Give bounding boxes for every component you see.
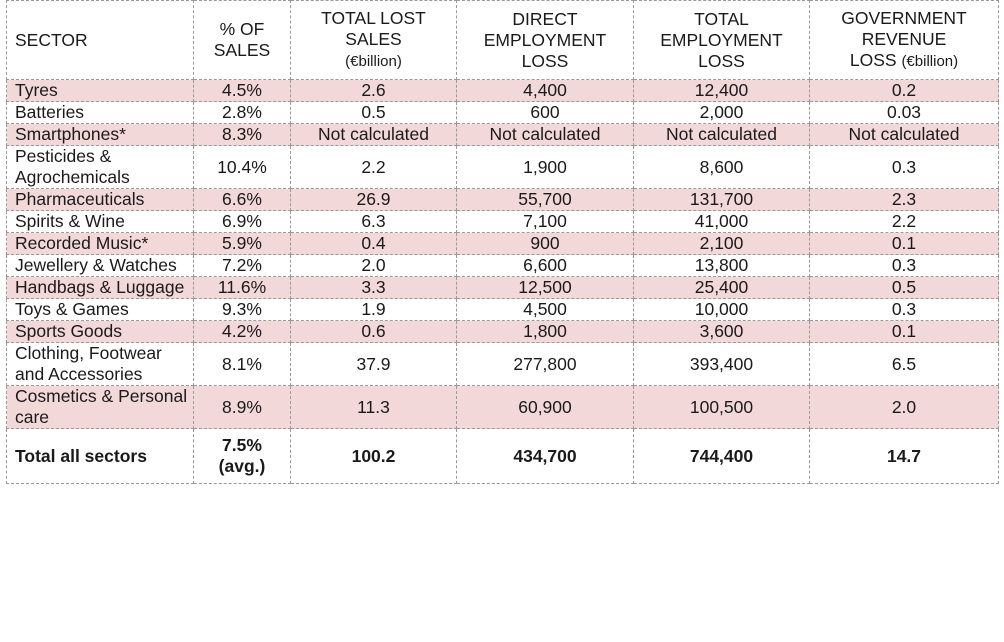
sector-cell: Clothing, Footwear and Accessories	[7, 343, 194, 386]
lost-sales-cell: 2.0	[291, 255, 457, 277]
header-total-employment-loss: TOTAL EMPLOYMENT LOSS	[634, 1, 810, 80]
sector-cell: Pesticides & Agrochemicals	[7, 146, 194, 189]
direct-employment-loss-cell: 4,500	[457, 299, 634, 321]
lost-sales-cell: 11.3	[291, 386, 457, 429]
lost-sales-cell: 0.6	[291, 321, 457, 343]
lost-sales-cell: 26.9	[291, 189, 457, 211]
percent-of-sales-cell: 8.1%	[194, 343, 291, 386]
total-employment-loss-cell: 131,700	[634, 189, 810, 211]
table-row	[7, 80, 999, 102]
government-revenue-loss-cell: 0.3	[810, 255, 999, 277]
table-row	[7, 386, 999, 429]
header-percent-of-sales: % OF SALES	[194, 1, 291, 80]
table-row	[7, 255, 999, 277]
government-revenue-loss-cell: Not calculated	[810, 124, 999, 146]
percent-of-sales-cell: 11.6%	[194, 277, 291, 299]
total-employment-loss-cell: 2,000	[634, 102, 810, 124]
direct-employment-loss-cell: 434,700	[457, 429, 634, 484]
percent-of-sales-cell: 7.5% (avg.)	[194, 429, 291, 484]
total-employment-loss-cell: 13,800	[634, 255, 810, 277]
sector-cell: Tyres	[7, 80, 194, 102]
total-employment-loss-cell: 25,400	[634, 277, 810, 299]
table-row	[7, 211, 999, 233]
header-total-lost-sales: TOTAL LOST SALES (€billion)	[291, 1, 457, 80]
government-revenue-loss-cell: 0.1	[810, 233, 999, 255]
direct-employment-loss-cell: 1,900	[457, 146, 634, 189]
sector-cell: Handbags & Luggage	[7, 277, 194, 299]
percent-of-sales-cell: 5.9%	[194, 233, 291, 255]
lost-sales-cell: 1.9	[291, 299, 457, 321]
total-employment-loss-cell: 3,600	[634, 321, 810, 343]
government-revenue-loss-cell: 0.3	[810, 146, 999, 189]
sector-cell: Jewellery & Watches	[7, 255, 194, 277]
lost-sales-cell: 2.2	[291, 146, 457, 189]
sector-cell: Spirits & Wine	[7, 211, 194, 233]
government-revenue-loss-cell: 14.7	[810, 429, 999, 484]
percent-of-sales-cell: 8.3%	[194, 124, 291, 146]
direct-employment-loss-cell: 600	[457, 102, 634, 124]
government-revenue-loss-cell: 2.0	[810, 386, 999, 429]
table-row	[7, 277, 999, 299]
government-revenue-loss-cell: 2.2	[810, 211, 999, 233]
percent-of-sales-cell: 6.6%	[194, 189, 291, 211]
percent-of-sales-cell: 9.3%	[194, 299, 291, 321]
sector-cell: Batteries	[7, 102, 194, 124]
sector-cell: Recorded Music*	[7, 233, 194, 255]
lost-sales-cell: 0.4	[291, 233, 457, 255]
direct-employment-loss-cell: 1,800	[457, 321, 634, 343]
total-employment-loss-cell: 8,600	[634, 146, 810, 189]
government-revenue-loss-cell: 0.2	[810, 80, 999, 102]
direct-employment-loss-cell: 55,700	[457, 189, 634, 211]
table-row	[7, 102, 999, 124]
total-employment-loss-cell: 12,400	[634, 80, 810, 102]
total-employment-loss-cell: 100,500	[634, 386, 810, 429]
government-revenue-loss-cell: 0.5	[810, 277, 999, 299]
sector-loss-table	[6, 0, 999, 484]
total-employment-loss-cell: 10,000	[634, 299, 810, 321]
total-employment-loss-cell: Not calculated	[634, 124, 810, 146]
percent-of-sales-cell: 4.5%	[194, 80, 291, 102]
direct-employment-loss-cell: 7,100	[457, 211, 634, 233]
government-revenue-loss-cell: 0.3	[810, 299, 999, 321]
government-revenue-loss-cell: 0.1	[810, 321, 999, 343]
percent-of-sales-cell: 2.8%	[194, 102, 291, 124]
direct-employment-loss-cell: 6,600	[457, 255, 634, 277]
header-row	[7, 1, 999, 80]
direct-employment-loss-cell: 60,900	[457, 386, 634, 429]
direct-employment-loss-cell: 277,800	[457, 343, 634, 386]
percent-of-sales-cell: 6.9%	[194, 211, 291, 233]
total-employment-loss-cell: 2,100	[634, 233, 810, 255]
percent-of-sales-cell: 4.2%	[194, 321, 291, 343]
direct-employment-loss-cell: 900	[457, 233, 634, 255]
table-row	[7, 299, 999, 321]
percent-of-sales-cell: 8.9%	[194, 386, 291, 429]
table-row	[7, 124, 999, 146]
header-direct-employment-loss: DIRECT EMPLOYMENT LOSS	[457, 1, 634, 80]
government-revenue-loss-cell: 2.3	[810, 189, 999, 211]
lost-sales-cell: 3.3	[291, 277, 457, 299]
sector-cell: Toys & Games	[7, 299, 194, 321]
header-sector: SECTOR	[7, 1, 194, 80]
percent-of-sales-cell: 7.2%	[194, 255, 291, 277]
total-employment-loss-cell: 393,400	[634, 343, 810, 386]
sector-cell: Smartphones*	[7, 124, 194, 146]
lost-sales-cell: 6.3	[291, 211, 457, 233]
lost-sales-cell: 2.6	[291, 80, 457, 102]
table-row	[7, 233, 999, 255]
percent-of-sales-cell: 10.4%	[194, 146, 291, 189]
sector-cell: Pharmaceuticals	[7, 189, 194, 211]
sector-cell: Total all sectors	[7, 429, 194, 484]
lost-sales-cell: 37.9	[291, 343, 457, 386]
sector-cell: Sports Goods	[7, 321, 194, 343]
sector-cell: Cosmetics & Personal care	[7, 386, 194, 429]
header-government-revenue-loss: GOVERNMENT REVENUE LOSS (€billion)	[810, 1, 999, 80]
lost-sales-cell: Not calculated	[291, 124, 457, 146]
direct-employment-loss-cell: 12,500	[457, 277, 634, 299]
government-revenue-loss-cell: 6.5	[810, 343, 999, 386]
table-row	[7, 189, 999, 211]
total-row	[7, 429, 999, 484]
lost-sales-cell: 0.5	[291, 102, 457, 124]
table-row	[7, 146, 999, 189]
total-employment-loss-cell: 744,400	[634, 429, 810, 484]
total-employment-loss-cell: 41,000	[634, 211, 810, 233]
government-revenue-loss-cell: 0.03	[810, 102, 999, 124]
lost-sales-cell: 100.2	[291, 429, 457, 484]
direct-employment-loss-cell: 4,400	[457, 80, 634, 102]
table-row	[7, 321, 999, 343]
table-row	[7, 343, 999, 386]
direct-employment-loss-cell: Not calculated	[457, 124, 634, 146]
